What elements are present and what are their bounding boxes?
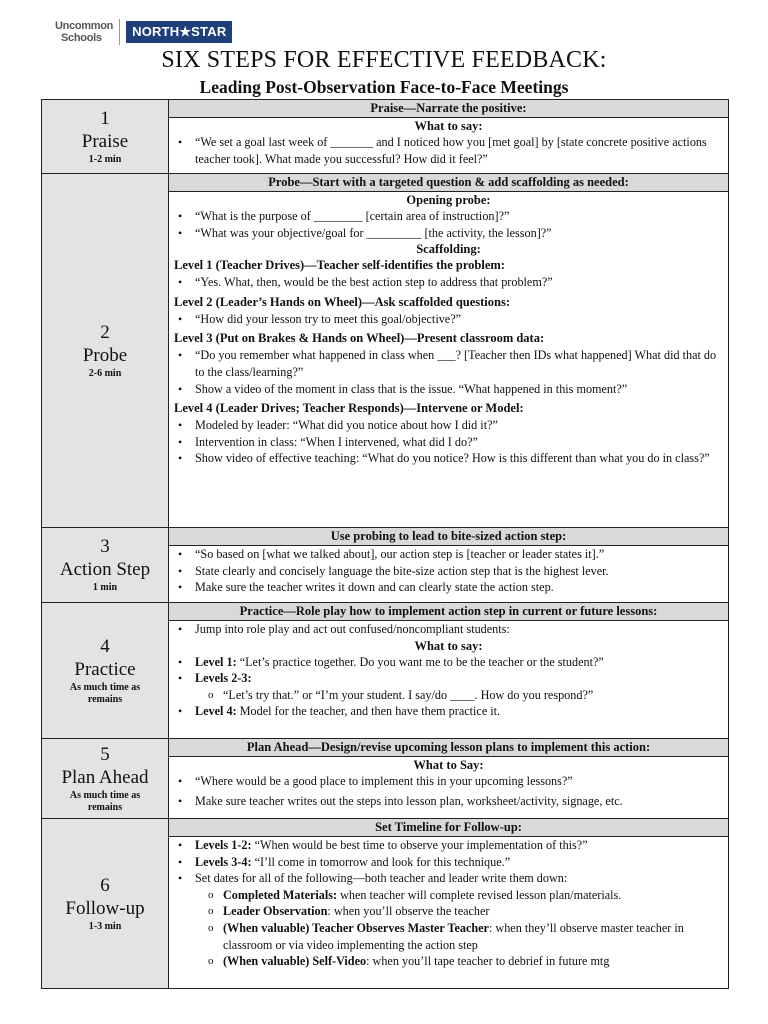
logo-schools-text: Schools — [61, 32, 102, 44]
section-header: Probe—Start with a targeted question & add scaffolding as needed: — [169, 174, 728, 192]
step-row-action-step — [42, 528, 729, 603]
step-name: Probe — [82, 344, 128, 366]
level-label: Level 1: — [195, 654, 237, 669]
step-label-cell — [42, 603, 169, 739]
what-to-say-label: What to say: — [414, 119, 483, 133]
step-label-cell — [42, 819, 169, 989]
step-number: 1 — [100, 107, 110, 129]
step-time: 1-3 min — [88, 920, 122, 932]
bullet-list — [169, 417, 728, 467]
level-label: Levels 3-4: — [195, 854, 252, 869]
list-item: • Modeled by leader: “What did you notice about how I did it?” — [195, 417, 724, 434]
sub-text: : when you’ll tape teacher to debrief in future mtg — [366, 954, 610, 969]
sub-label: (When valuable) Self-Video — [223, 954, 367, 969]
step-row-praise — [42, 100, 729, 174]
step-row-follow-up — [42, 819, 729, 989]
bullet-list — [169, 311, 728, 328]
level-label: Levels 1-2: — [195, 838, 252, 852]
step-time: 1 min — [92, 582, 118, 593]
list-item: • “How did your lesson try to meet this goal/objective?” — [195, 311, 724, 328]
step-content-cell — [169, 100, 729, 174]
logo-northstar: NORTH★STAR — [126, 21, 232, 43]
step-row-plan-ahead — [42, 739, 729, 819]
step-number: 2 — [100, 321, 110, 343]
step-content-cell — [169, 739, 729, 819]
section-header: Praise—Narrate the positive: — [169, 100, 728, 118]
bullet-list — [169, 208, 728, 241]
level-title: Level 3 (Put on Brakes & Hands on Wheel)—Present classroom data: — [174, 331, 545, 346]
step-content-cell — [169, 603, 729, 739]
bullet-list — [169, 347, 728, 397]
step-label-cell — [42, 528, 169, 603]
sub-list-item — [223, 887, 724, 904]
sub-list-item — [223, 920, 724, 953]
step-row-practice — [42, 603, 729, 739]
list-item: • “We set a goal last week of _______ and I noticed how you [met goal] by [state concrete positive actions teacher took]. What made you successful? How did it feel?” — [195, 134, 724, 167]
list-item: • Show video of effective teaching: “What do you notice? How is this different than what you do in class?” — [195, 450, 724, 467]
what-to-say-label: What to Say: — [413, 758, 484, 772]
list-item — [195, 654, 724, 671]
logo-divider — [119, 19, 120, 45]
logo-uncommon-schools — [55, 20, 113, 44]
step-name: Praise — [81, 130, 129, 152]
bullet-list — [169, 134, 728, 167]
logo-uncommon-text: Uncommon — [55, 20, 114, 32]
level-title: Level 1 (Teacher Drives)—Teacher self-identifies the problem: — [174, 258, 505, 273]
logo — [55, 17, 232, 47]
bullet-list — [169, 546, 728, 596]
sub-text: : when you’ll observe the teacher — [327, 904, 490, 919]
step-time: As much time as remains — [69, 681, 141, 705]
sub-label: (When valuable) Teacher Observes Master Teacher — [223, 920, 489, 935]
scaffolding-label: Scaffolding: — [416, 242, 481, 257]
list-item — [195, 670, 724, 687]
step-number: 5 — [100, 743, 110, 765]
step-row-probe — [42, 174, 729, 528]
list-item: • Make sure the teacher writes it down and can clearly state the action step. — [195, 579, 724, 596]
step-number: 3 — [100, 536, 110, 557]
opening-probe-label: Opening probe: — [406, 193, 491, 207]
sub-bullet-list — [169, 687, 728, 704]
list-item: • “What was your objective/goal for _________ [the activity, the lesson]?” — [195, 225, 724, 242]
step-label-cell — [42, 739, 169, 819]
level-label: Levels 2-3: — [195, 671, 252, 686]
step-label-cell — [42, 100, 169, 174]
sub-bullet-list — [169, 887, 728, 970]
bullet-list — [169, 837, 728, 887]
page-subtitle: Leading Post-Observation Face-to-Face Meetings — [199, 77, 569, 97]
steps-table — [41, 99, 729, 989]
level-text: Model for the teacher, and then have them practice it. — [236, 704, 501, 719]
list-item: • “Yes. What, then, would be the best action step to address that problem?” — [195, 274, 724, 291]
step-content-cell — [169, 528, 729, 603]
bullet-list — [169, 773, 728, 809]
list-item: • Set dates for all of the following—both teacher and leader write them down: — [195, 870, 724, 887]
step-time: As much time as remains — [69, 789, 141, 813]
step-time: 2-6 min — [88, 367, 122, 379]
bullet-list — [169, 654, 728, 687]
step-number: 6 — [100, 874, 110, 896]
sub-list-item: o “Let’s try that.” or “I’m your student. I say/do ____. How do you respond?” — [223, 687, 724, 704]
list-item: • Show a video of the moment in class that is the issue. “What happened in this moment?” — [195, 381, 724, 398]
step-number: 4 — [100, 635, 110, 657]
step-name: Action Step — [59, 559, 151, 580]
step-content-cell — [169, 174, 729, 528]
level-label: Level 4: — [195, 704, 237, 719]
level-text: “I’ll come in tomorrow and look for this technique.” — [251, 854, 511, 869]
sub-label: Completed Materials: — [223, 887, 338, 902]
level-text: “When would be best time to observe your implementation of this?” — [251, 838, 588, 852]
section-header: Use probing to lead to bite-sized action step: — [169, 528, 728, 546]
step-name: Follow-up — [65, 897, 145, 919]
list-item: • “Do you remember what happened in class when ___? [Teacher then IDs what happened] What did that do to the class/learning?” — [195, 347, 724, 380]
section-header: Set Timeline for Follow-up: — [169, 819, 728, 837]
list-item: • “Where would be a good place to implement this in your upcoming lessons?” — [195, 773, 724, 790]
section-header: Plan Ahead—Design/revise upcoming lesson plans to implement this action: — [169, 739, 728, 757]
sub-text: : when they’ll observe master teacher in classroom or via video implementing the action step — [223, 920, 684, 952]
level-title: Level 2 (Leader’s Hands on Wheel)—Ask scaffolded questions: — [174, 294, 511, 309]
sub-list-item — [223, 903, 724, 920]
list-item: • “So based on [what we talked about], our action step is [teacher or leader states it].” — [195, 546, 724, 563]
sub-list-item — [223, 953, 724, 970]
level-text: “Let’s practice together. Do you want me to be the teacher or the student?” — [236, 654, 604, 669]
sub-text: when teacher will complete revised lesson plan/materials. — [337, 887, 622, 902]
sub-label: Leader Observation — [223, 904, 328, 919]
list-item — [195, 837, 724, 854]
section-header: Practice—Role play how to implement action step in current or future lessons: — [169, 603, 728, 621]
list-item: • State clearly and concisely language the bite-size action step that is the highest lever. — [195, 563, 724, 580]
list-item — [195, 854, 724, 871]
level-title: Level 4 (Leader Drives; Teacher Responds)—Intervene or Model: — [174, 401, 524, 416]
what-to-say-label: What to say: — [414, 638, 483, 653]
list-item: • Make sure teacher writes out the steps into lesson plan, worksheet/activity, signage, etc. — [195, 793, 724, 810]
page-title: SIX STEPS FOR EFFECTIVE FEEDBACK: — [161, 47, 607, 73]
bullet-list — [169, 703, 728, 720]
step-label-cell — [42, 174, 169, 528]
list-item — [195, 703, 724, 720]
step-name: Practice — [74, 658, 136, 680]
list-item: • Intervention in class: “When I intervened, what did I do?” — [195, 434, 724, 451]
step-content-cell — [169, 819, 729, 989]
bullet-list — [169, 274, 728, 291]
list-item: • Jump into role play and act out confused/noncompliant students: — [195, 621, 724, 638]
step-time: 1-2 min — [88, 153, 122, 165]
step-name: Plan Ahead — [61, 766, 149, 788]
bullet-list — [169, 621, 728, 638]
list-item: • “What is the purpose of ________ [certain area of instruction]?” — [195, 208, 724, 225]
